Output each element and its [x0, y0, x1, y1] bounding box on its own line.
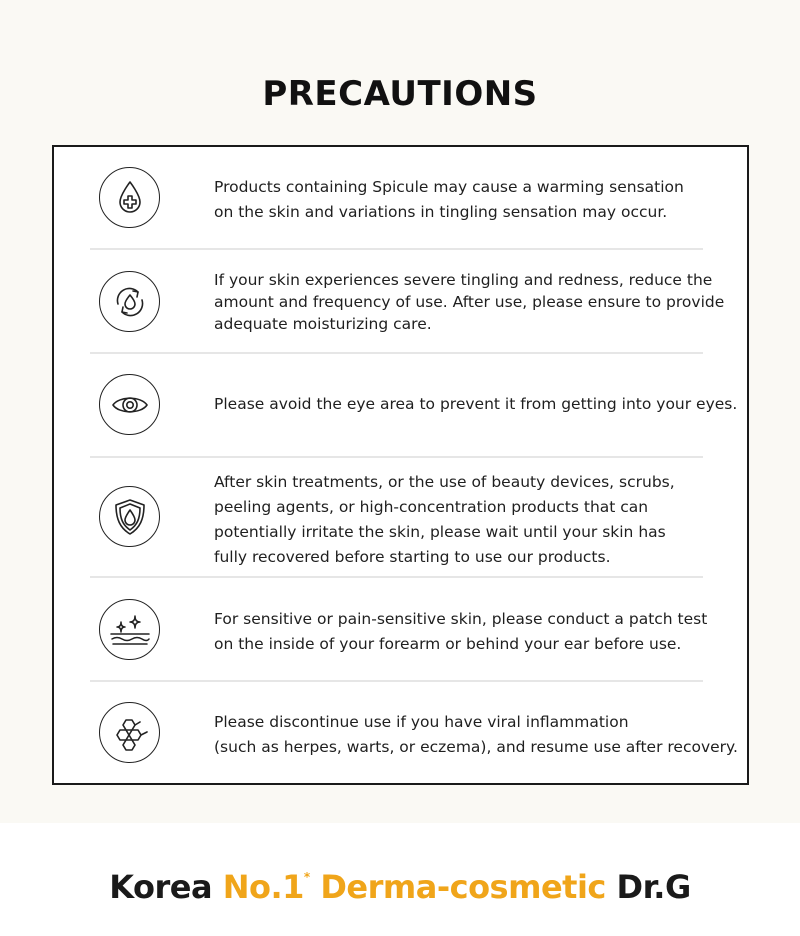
tagline-derma: Derma-cosmetic — [320, 868, 606, 906]
precautions-box — [52, 145, 749, 785]
shield-drop-icon — [99, 486, 160, 547]
precaution-line: For sensitive or pain-sensitive skin, please conduct a patch test — [214, 610, 708, 628]
tagline-no1: No.1 — [222, 868, 304, 906]
precaution-line: Please discontinue use if you have viral inflammation — [214, 713, 629, 731]
precaution-line: If your skin experiences severe tingling and redness, reduce the — [214, 271, 713, 289]
divider — [90, 352, 703, 354]
tagline-asterisk: * — [303, 870, 310, 884]
precaution-line: After skin treatments, or the use of beauty devices, scrubs, — [214, 473, 675, 491]
tagline-korea: Korea — [109, 868, 213, 906]
divider — [90, 576, 703, 578]
drop-plus-icon — [99, 167, 160, 228]
eye-icon — [99, 374, 160, 435]
divider — [90, 248, 703, 250]
sparkle-skin-icon — [99, 599, 160, 660]
precaution-line: on the skin and variations in tingling sensation may occur. — [214, 203, 668, 221]
precaution-line: (such as herpes, warts, or eczema), and resume use after recovery. — [214, 738, 738, 756]
tagline-brand: Dr.G — [616, 868, 691, 906]
page-title: PRECAUTIONS — [262, 74, 538, 114]
cycle-drop-icon — [99, 271, 160, 332]
precaution-line: Please avoid the eye area to prevent it from getting into your eyes. — [214, 395, 738, 413]
precaution-line: fully recovered before starting to use our products. — [214, 548, 611, 566]
precaution-line: peeling agents, or high-concentration products that can — [214, 498, 649, 516]
precaution-line: potentially irritate the skin, please wait until your skin has — [214, 523, 666, 541]
molecule-icon — [99, 702, 160, 763]
divider — [90, 456, 703, 458]
divider — [90, 680, 703, 682]
precaution-line: on the inside of your forearm or behind your ear before use. — [214, 635, 682, 653]
precaution-line: Products containing Spicule may cause a warming sensation — [214, 178, 684, 196]
brand-tagline — [0, 868, 800, 906]
precaution-line: amount and frequency of use. After use, please ensure to provide — [214, 293, 725, 311]
precaution-line: adequate moisturizing care. — [214, 315, 432, 333]
